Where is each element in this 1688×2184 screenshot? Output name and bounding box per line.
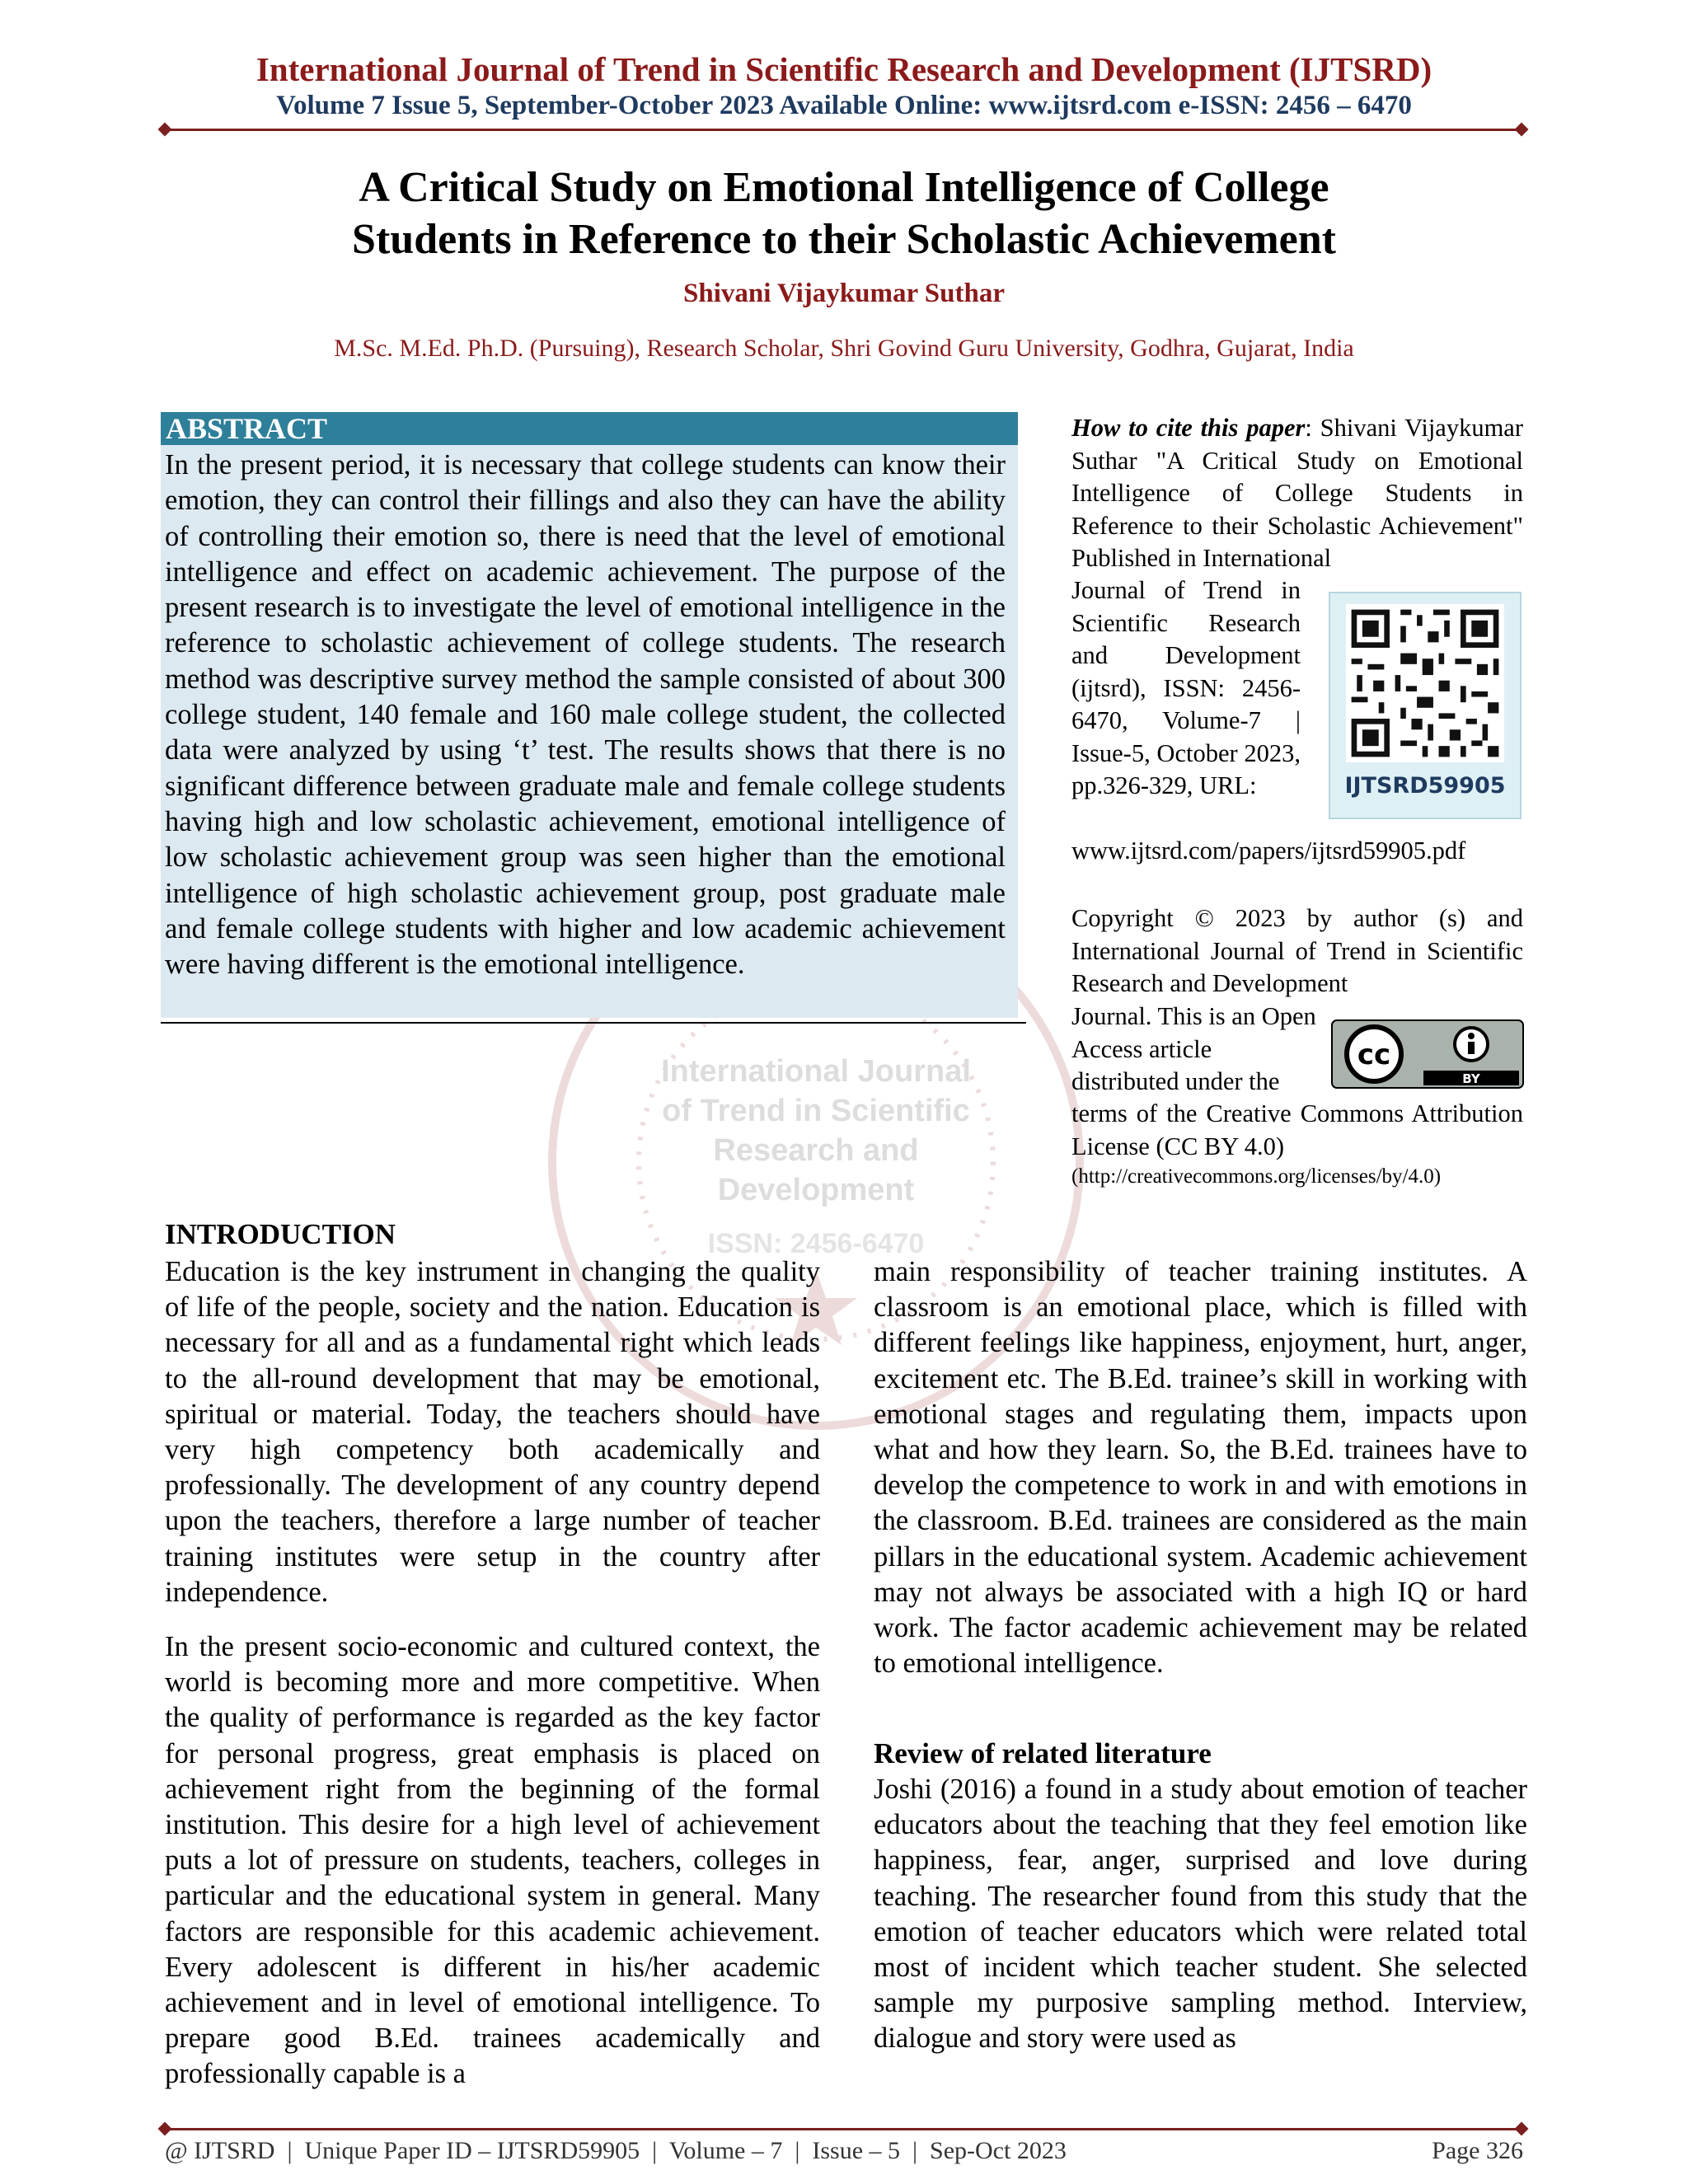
license-link[interactable]: (http://creativecommons.org/licenses/by/4.0) <box>1071 1165 1442 1188</box>
rule-diamond-icon <box>158 2122 172 2136</box>
body-paragraph: Joshi (2016) a found in a study about emotion of teacher educators about the teaching that they feel emotion like happiness, fear, anger, surprised and love during teaching. The researcher found from this study that the emotion of teacher educators which were related total most of incident which teacher student. She selected sample my purposive sampling method. Interview, dialogue and story were used as <box>874 1774 1527 2055</box>
author-name: Shivani Vijaykumar Suthar <box>682 279 1005 308</box>
journal-issue-line: Volume 7 Issue 5, September-October 2023 Available Online: www.ijtsrd.com e-ISSN: 2456 – 6470 <box>276 91 1412 120</box>
page-number: Page 326 <box>1432 2137 1523 2164</box>
rule-diamond-icon <box>1515 123 1529 137</box>
paper-title-line: A Critical Study on Emotional Intelligence of College <box>359 164 1329 211</box>
journal-title: International Journal of Trend in Scientific Research and Development (IJTSRD) <box>256 50 1432 88</box>
abstract-heading: ABSTRACT <box>161 412 1018 445</box>
copyright-text: Journal. This is an Open Access article distributed under the <box>1071 1002 1316 1095</box>
svg-text:cc: cc <box>1357 1038 1391 1071</box>
copyright-text: Copyright © 2023 by author (s) and International Journal of Trend in Scientific Research and Development <box>1071 904 1523 997</box>
qr-paper-id: IJTSRD59905 <box>1344 773 1506 799</box>
footer-rule <box>165 2128 1522 2130</box>
citation-details: Journal of Trend in Scientific Research and Development (ijtsrd), ISSN: 2456-6470, Volume-7 | Issue-5, October 2023, pp.326-329, URL: <box>1071 576 1301 799</box>
paper-title-line: Students in Reference to their Scholastic Achievement <box>352 216 1336 263</box>
section-heading: INTRODUCTION <box>165 1218 396 1250</box>
paper-title <box>0 162 1688 265</box>
citation-block <box>1071 412 1523 575</box>
qr-code-icon <box>1346 604 1504 762</box>
rule-diamond-icon <box>1515 2122 1529 2136</box>
body-paragraph: main responsibility of teacher training institutes. A classroom is an emotional place, which is filled with different feelings like happiness, enjoyment, hurt, anger, excitement etc. The B.Ed. trainee’s skill in working with emotional stages and regulating them, impacts upon what and how they learn. So, the B.Ed. trainees have to develop the competence to work in and with emotions in the classroom. B.Ed. trainees are considered as the main pillars in the educational system. Academic achievement may not always be associated with a high IQ or hard work. The factor academic achievement may be related to emotional intelligence. <box>874 1256 1527 1680</box>
body-paragraph: In the present socio-economic and cultured context, the world is becoming more and more competitive. When the quality of performance is regarded as the key factor for personal progress, great emphasis is placed on achievement right from the beginning of the formal institution. This desire for a high level of achievement puts a lot of pressure on students, teachers, colleges in particular and the educational system in general. Many factors are responsible for this academic achievement. Every adolescent is different in his/her academic achievement and in level of emotional intelligence. To prepare good B.Ed. trainees academically and professionally capable is a <box>165 1631 820 2090</box>
section-heading: Review of related literature <box>874 1737 1212 1769</box>
header-rule <box>165 129 1522 131</box>
footer-text: @ IJTSRD | Unique Paper ID – IJTSRD59905 | Volume – 7 | Issue – 5 | Sep-Oct 2023 <box>165 2137 1067 2164</box>
watermark-text: Research and <box>713 1133 919 1168</box>
body-paragraph: Education is the key instrument in changing the quality of life of the people, society and the nation. Education is necessary for all and as a fundamental right which leads to the all-round development that may be emotional, spiritual or material. Today, the teachers should have very high competency both academically and professionally. The development of any country depend upon the teachers, therefore a large number of teacher training institutes were setup in the country after independence. <box>165 1256 820 1608</box>
svg-text:BY: BY <box>1462 1071 1480 1086</box>
abstract-text: In the present period, it is necessary that college students can know their emotion, they can control their fillings and also they can have the ability of controlling their emotion so, there is need that the level of emotional intelligence and effect on academic achievement. The purpose of the present research is to investigate the level of emotional intelligence in the reference to scholastic achievement of college students. The research method was descriptive survey method the sample consisted of about 300 college student, 140 female and 160 male college student, the collected data were analyzed by using ‘t’ test. The results shows that there is no significant difference between graduate male and female college students having high and low scholastic achievement, emotional intelligence of low scholastic achievement group was seen higher than the emotional intelligence of high scholastic achievement group, post graduate male and female college students with higher and low academic achievement were having different is the emotional intelligence. <box>165 449 1006 981</box>
citation-label: How to cite this paper <box>1071 414 1306 442</box>
copyright-text: terms of the Creative Commons Attribution License (CC BY 4.0) <box>1071 1099 1523 1160</box>
author-affiliation: M.Sc. M.Ed. Ph.D. (Pursuing), Research Scholar, Shri Govind Guru University, Godhra, Gujarat, India <box>334 335 1354 362</box>
watermark-text: Development <box>717 1173 915 1207</box>
watermark-text: of Trend in Scientific <box>662 1094 970 1128</box>
citation-text: : Shivani Vijaykumar Suthar "A Critical Study on Emotional Intelligence of College Students in Reference to their Scholastic Achievement" Published in International <box>1071 414 1524 572</box>
abstract-rule <box>161 1022 1026 1024</box>
cc-by-license-icon[interactable] <box>1331 1019 1524 1089</box>
watermark-text: ISSN: 2456-6470 <box>707 1228 925 1259</box>
rule-diamond-icon <box>158 123 172 137</box>
watermark-text: International Journal <box>661 1054 971 1089</box>
citation-url[interactable]: www.ijtsrd.com/papers/ijtsrd59905.pdf <box>1071 837 1466 865</box>
